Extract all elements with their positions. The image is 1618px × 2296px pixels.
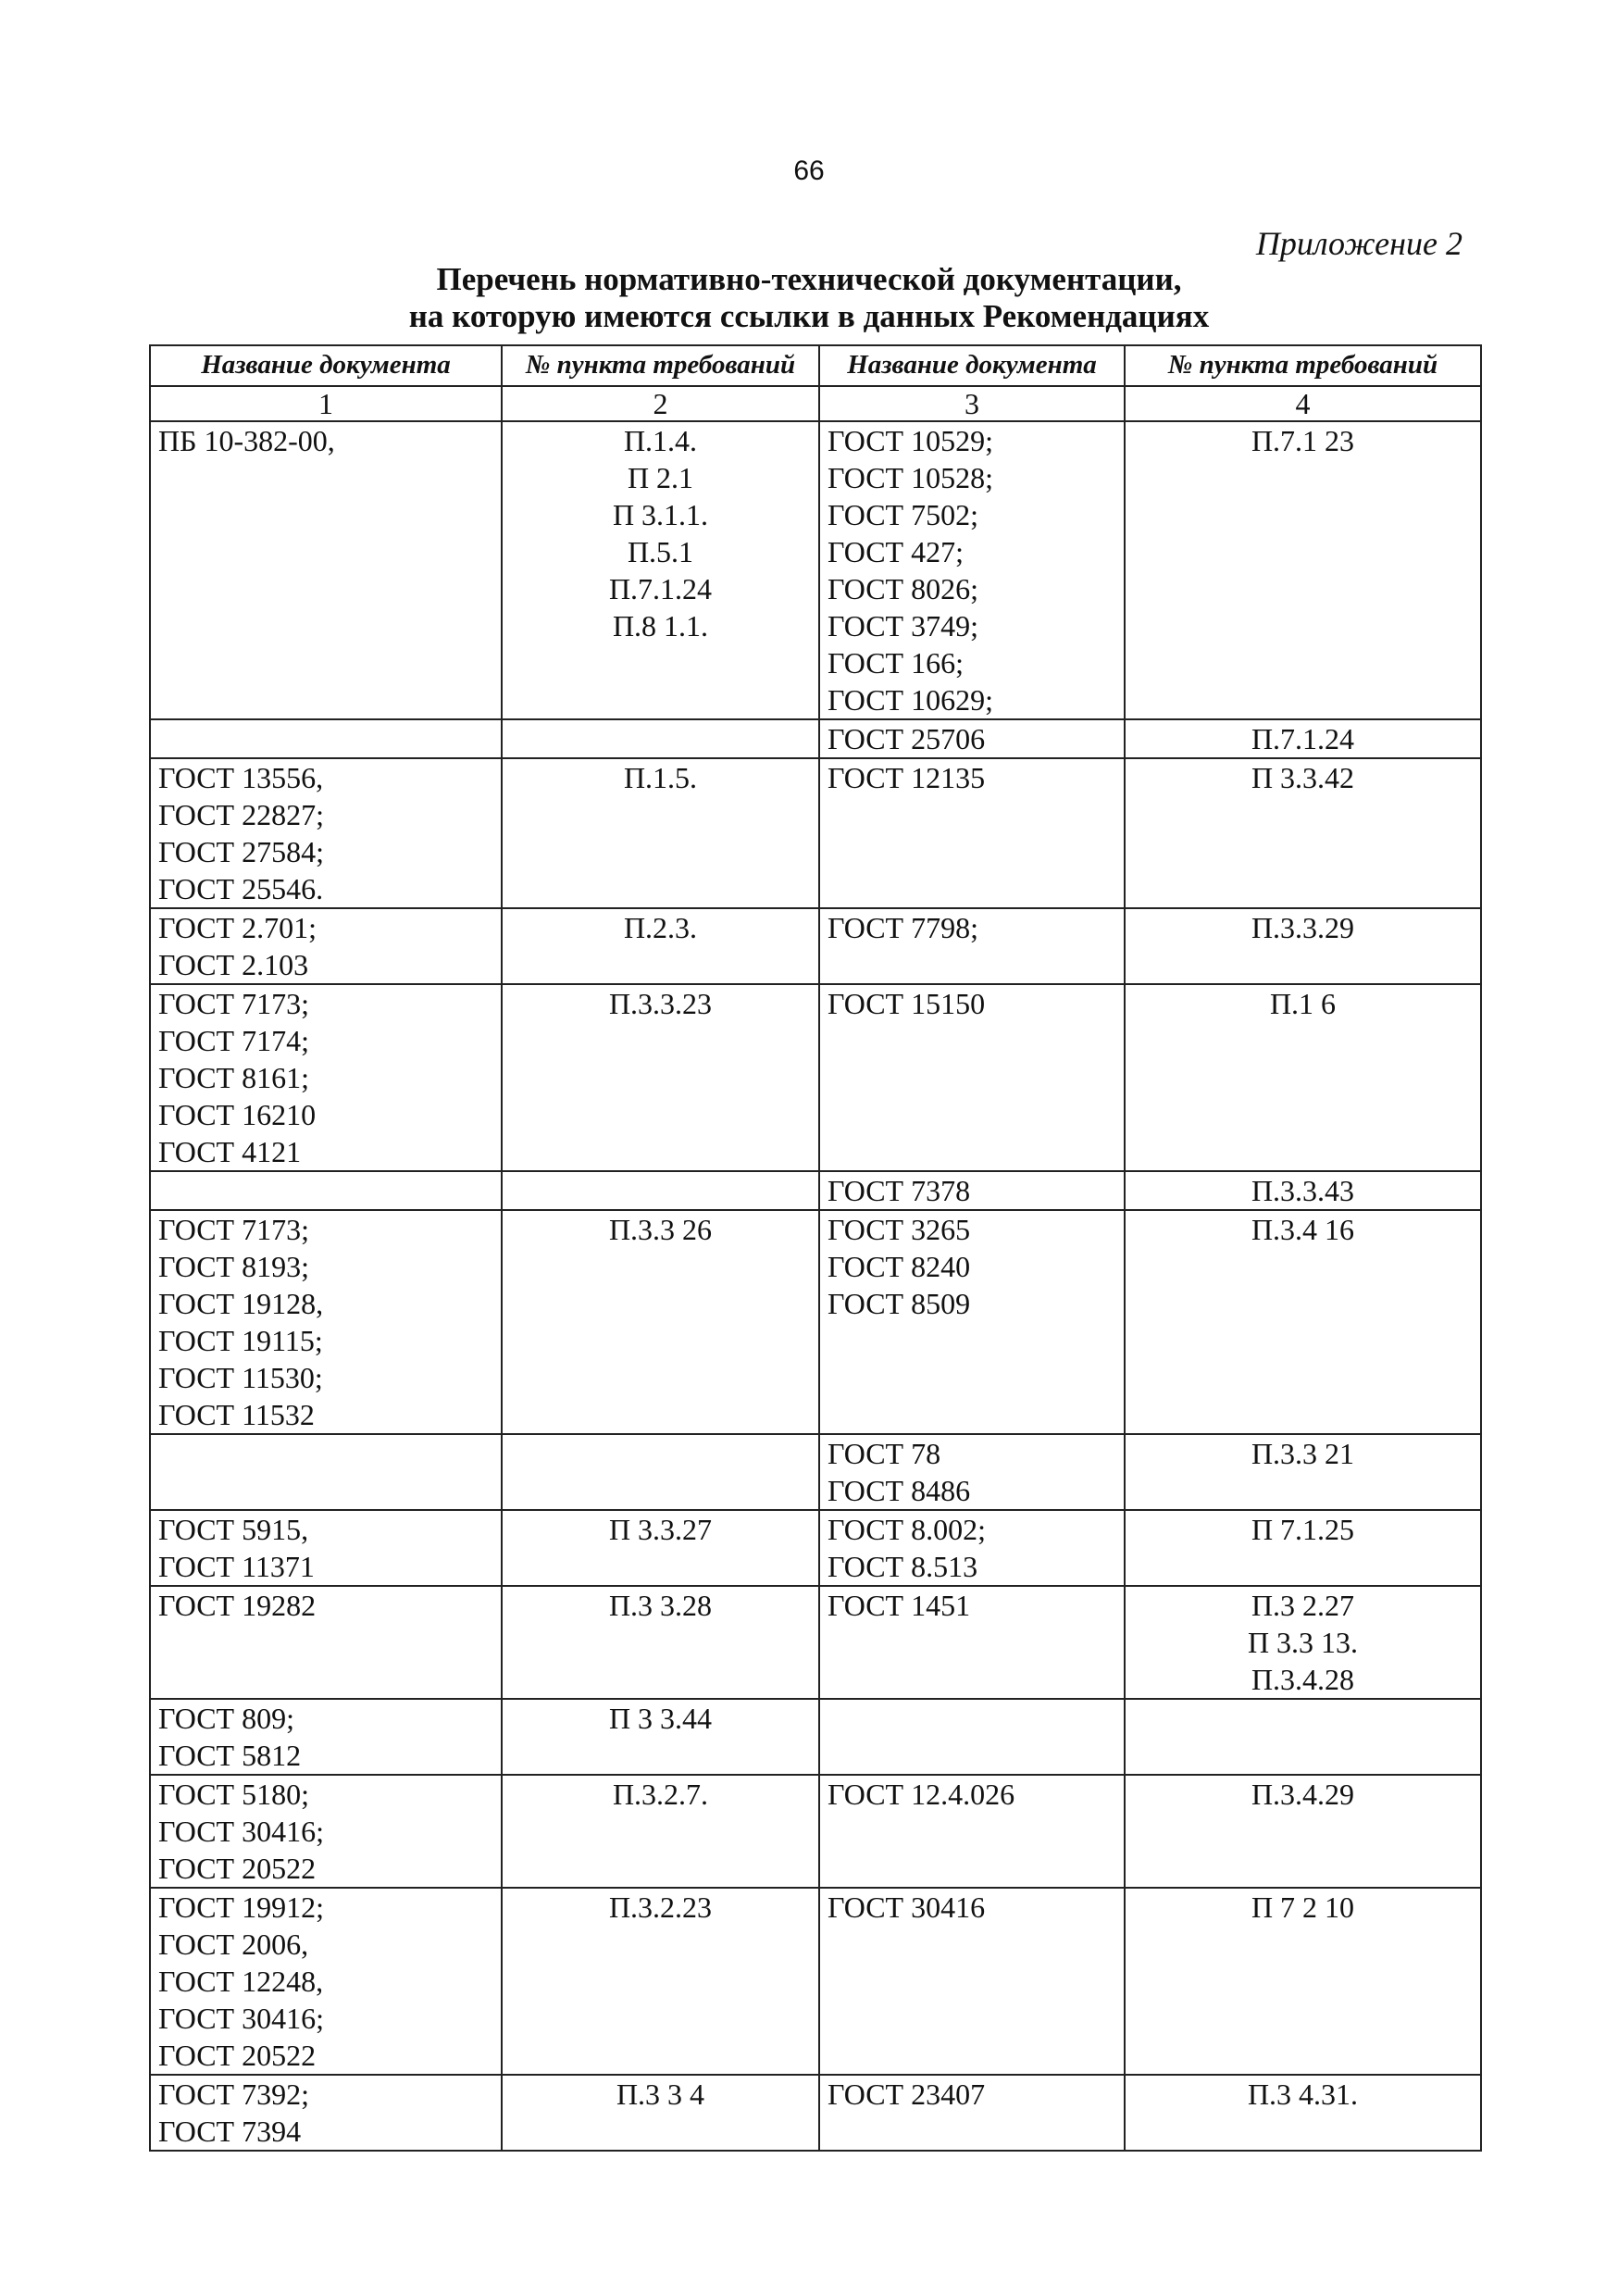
doc-name-cell bbox=[819, 1434, 1125, 1510]
clause-cell bbox=[502, 758, 819, 908]
doc-name-cell bbox=[150, 2075, 502, 2151]
clause-cell bbox=[502, 908, 819, 984]
clause-cell bbox=[502, 2075, 819, 2151]
cell-text: ГОСТ 16210 bbox=[158, 1098, 317, 1131]
appendix-label: Приложение 2 bbox=[1255, 225, 1462, 262]
cell-text: ГОСТ 11371 bbox=[158, 1550, 315, 1583]
doc-name-cell bbox=[150, 1699, 502, 1775]
cell-text: ГОСТ 2006, bbox=[158, 1928, 309, 1961]
cell-text: П.5.1 bbox=[627, 535, 694, 568]
cell-text: ГОСТ 7798; bbox=[828, 911, 978, 944]
cell-text: ГОСТ 809; bbox=[158, 1702, 294, 1735]
cell-text: ГОСТ 8.513 bbox=[828, 1550, 978, 1583]
table-row bbox=[150, 1888, 1481, 2075]
cell-text: ГОСТ 30416; bbox=[158, 2002, 324, 2035]
cell-text: ГОСТ 1451 bbox=[828, 1589, 971, 1622]
title-line-2: на которую имеются ссылки в данных Рекомендациях bbox=[408, 298, 1210, 334]
cell-text: П.3 3.28 bbox=[608, 1589, 713, 1622]
clause-cell bbox=[502, 1699, 819, 1775]
clause-cell bbox=[502, 1434, 819, 1510]
doc-name-cell bbox=[819, 1888, 1125, 2075]
cell-text: ГОСТ 5915, bbox=[158, 1513, 309, 1546]
doc-name-cell bbox=[150, 908, 502, 984]
header-doc-name-2: Название документа bbox=[819, 345, 1125, 386]
doc-name-cell bbox=[819, 758, 1125, 908]
cell-text: П.3.4.29 bbox=[1251, 1778, 1355, 1811]
clause-cell bbox=[502, 984, 819, 1171]
table-row bbox=[150, 1699, 1481, 1775]
cell-text: П.1.4. bbox=[623, 424, 698, 457]
cell-text: ГОСТ 19115; bbox=[158, 1324, 323, 1357]
clause-cell bbox=[1125, 1171, 1481, 1210]
cell-text: П 3.1.1. bbox=[612, 498, 709, 531]
cell-text: П 3.3.27 bbox=[608, 1513, 713, 1546]
table-row bbox=[150, 984, 1481, 1171]
cell-text: ГОСТ 19912; bbox=[158, 1890, 324, 1924]
cell-text: ГОСТ 2.701; bbox=[158, 911, 317, 944]
clause-cell bbox=[1125, 2075, 1481, 2151]
table-row bbox=[150, 1510, 1481, 1586]
doc-name-cell bbox=[150, 1775, 502, 1888]
doc-name-cell bbox=[819, 1775, 1125, 1888]
header-doc-name-1: Название документа bbox=[150, 345, 502, 386]
cell-text: ПБ 10-382-00, bbox=[158, 424, 335, 457]
cell-text: П.7.1.24 bbox=[608, 572, 713, 605]
column-number: 2 bbox=[502, 386, 819, 421]
cell-text: ГОСТ 7394 bbox=[158, 2115, 302, 2148]
clause-cell bbox=[1125, 1210, 1481, 1434]
cell-text: ГОСТ 7174; bbox=[158, 1024, 309, 1057]
doc-name-cell bbox=[819, 2075, 1125, 2151]
cell-text: ГОСТ 7378 bbox=[828, 1174, 971, 1207]
clause-cell bbox=[1125, 758, 1481, 908]
clause-cell bbox=[1125, 421, 1481, 719]
cell-text: ГОСТ 8026; bbox=[828, 572, 978, 605]
table-row bbox=[150, 1775, 1481, 1888]
page-number: 66 bbox=[793, 156, 825, 186]
doc-name-cell bbox=[150, 1210, 502, 1434]
cell-text: ГОСТ 11532 bbox=[158, 1398, 315, 1431]
cell-text: ГОСТ 22827; bbox=[158, 798, 324, 831]
table-row bbox=[150, 719, 1481, 758]
cell-text: ГОСТ 5812 bbox=[158, 1739, 302, 1772]
cell-text: П.8 1.1. bbox=[612, 609, 709, 643]
table-row bbox=[150, 1171, 1481, 1210]
cell-text: ГОСТ 12135 bbox=[828, 761, 986, 794]
cell-text: ГОСТ 7392; bbox=[158, 2078, 309, 2111]
title-line-1: Перечень нормативно-технической документации, bbox=[436, 261, 1182, 297]
cell-text: П.7.1 23 bbox=[1251, 424, 1355, 457]
cell-text: ГОСТ 20522 bbox=[158, 1852, 317, 1885]
cell-text: ГОСТ 10528; bbox=[828, 461, 993, 494]
header-clause-2: № пункта требований bbox=[1125, 345, 1481, 386]
clause-cell bbox=[1125, 1775, 1481, 1888]
page-title bbox=[0, 261, 1618, 335]
cell-text: ГОСТ 27584; bbox=[158, 835, 324, 868]
doc-name-cell bbox=[819, 1510, 1125, 1586]
doc-name-cell bbox=[150, 1171, 502, 1210]
cell-text: ГОСТ 2.103 bbox=[158, 948, 309, 981]
cell-text: ГОСТ 8.002; bbox=[828, 1513, 986, 1546]
table-row bbox=[150, 2075, 1481, 2151]
doc-name-cell bbox=[819, 719, 1125, 758]
header-clause-1: № пункта требований bbox=[502, 345, 819, 386]
cell-text: ГОСТ 427; bbox=[828, 535, 964, 568]
cell-text: П 2.1 bbox=[627, 461, 694, 494]
cell-text: ГОСТ 30416 bbox=[828, 1890, 986, 1924]
cell-text: ГОСТ 19282 bbox=[158, 1589, 317, 1622]
cell-text: П.3 3 4 bbox=[616, 2078, 705, 2111]
table-row bbox=[150, 1210, 1481, 1434]
cell-text: ГОСТ 8240 bbox=[828, 1250, 971, 1283]
doc-name-cell bbox=[150, 421, 502, 719]
table-row bbox=[150, 758, 1481, 908]
clause-cell bbox=[1125, 1888, 1481, 2075]
clause-cell bbox=[502, 1510, 819, 1586]
table-row bbox=[150, 908, 1481, 984]
cell-text: ГОСТ 19128, bbox=[158, 1287, 324, 1320]
doc-name-cell bbox=[150, 1888, 502, 2075]
doc-name-cell bbox=[150, 984, 502, 1171]
cell-text: П.1 6 bbox=[1269, 987, 1337, 1020]
cell-text: ГОСТ 3265 bbox=[828, 1213, 971, 1246]
clause-cell bbox=[1125, 719, 1481, 758]
clause-cell bbox=[502, 1210, 819, 1434]
doc-name-cell bbox=[150, 1586, 502, 1699]
table-header-row bbox=[150, 345, 1481, 386]
cell-text: ГОСТ 8161; bbox=[158, 1061, 309, 1094]
cell-text: ГОСТ 13556, bbox=[158, 761, 324, 794]
cell-text: ГОСТ 12.4.026 bbox=[828, 1778, 1015, 1811]
column-number-row bbox=[150, 386, 1481, 421]
cell-text: ГОСТ 3749; bbox=[828, 609, 978, 643]
cell-text: ГОСТ 7173; bbox=[158, 987, 309, 1020]
cell-text: ГОСТ 15150 bbox=[828, 987, 986, 1020]
column-number: 3 bbox=[819, 386, 1125, 421]
clause-cell bbox=[1125, 984, 1481, 1171]
column-number: 1 bbox=[150, 386, 502, 421]
cell-text: ГОСТ 166; bbox=[828, 646, 964, 680]
table-row bbox=[150, 1586, 1481, 1699]
clause-cell bbox=[1125, 908, 1481, 984]
clause-cell bbox=[502, 1586, 819, 1699]
table-row bbox=[150, 421, 1481, 719]
doc-name-cell bbox=[819, 908, 1125, 984]
doc-name-cell bbox=[150, 1510, 502, 1586]
cell-text: П.3.3.29 bbox=[1251, 911, 1355, 944]
cell-text: ГОСТ 11530; bbox=[158, 1361, 323, 1394]
doc-name-cell bbox=[819, 984, 1125, 1171]
doc-name-cell bbox=[150, 1434, 502, 1510]
cell-text: ГОСТ 20522 bbox=[158, 2039, 317, 2072]
doc-name-cell bbox=[819, 1586, 1125, 1699]
doc-name-cell bbox=[819, 1210, 1125, 1434]
cell-text: ГОСТ 8486 bbox=[828, 1474, 971, 1507]
doc-name-cell bbox=[150, 719, 502, 758]
cell-text: ГОСТ 25706 bbox=[828, 722, 986, 755]
cell-text: ГОСТ 5180; bbox=[158, 1778, 309, 1811]
cell-text: П.3.3 21 bbox=[1251, 1437, 1355, 1470]
cell-text: П.3.3 26 bbox=[608, 1213, 713, 1246]
cell-text: П.3.2.7. bbox=[612, 1778, 709, 1811]
cell-text: ГОСТ 10629; bbox=[828, 683, 993, 717]
documents-table bbox=[149, 344, 1482, 2152]
cell-text: П.3 2.27 bbox=[1251, 1589, 1355, 1622]
column-number: 4 bbox=[1125, 386, 1481, 421]
cell-text: П.3.3.43 bbox=[1251, 1174, 1355, 1207]
clause-cell bbox=[1125, 1510, 1481, 1586]
cell-text: ГОСТ 78 bbox=[828, 1437, 941, 1470]
cell-text: П.3 4.31. bbox=[1247, 2078, 1359, 2111]
cell-text: П.3.3.23 bbox=[608, 987, 713, 1020]
cell-text: ГОСТ 10529; bbox=[828, 424, 993, 457]
cell-text: ГОСТ 25546. bbox=[158, 872, 324, 905]
cell-text: П.3.4 16 bbox=[1251, 1213, 1355, 1246]
cell-text: П.7.1.24 bbox=[1251, 722, 1355, 755]
clause-cell bbox=[502, 1775, 819, 1888]
cell-text: П.2.3. bbox=[623, 911, 698, 944]
clause-cell bbox=[502, 1888, 819, 2075]
doc-name-cell bbox=[819, 1699, 1125, 1775]
cell-text: ГОСТ 8193; bbox=[158, 1250, 309, 1283]
cell-text: П.3.2.23 bbox=[608, 1890, 713, 1924]
clause-cell bbox=[1125, 1434, 1481, 1510]
doc-name-cell bbox=[819, 421, 1125, 719]
cell-text: П 3.3.42 bbox=[1251, 761, 1355, 794]
table-body bbox=[150, 421, 1481, 2151]
cell-text: ГОСТ 8509 bbox=[828, 1287, 971, 1320]
cell-text: ГОСТ 7502; bbox=[828, 498, 978, 531]
clause-cell bbox=[1125, 1586, 1481, 1699]
cell-text: П 3 3.44 bbox=[608, 1702, 713, 1735]
cell-text: П.1.5. bbox=[623, 761, 698, 794]
cell-text: П 3.3 13. bbox=[1247, 1626, 1359, 1659]
cell-text: ГОСТ 12248, bbox=[158, 1965, 324, 1998]
cell-text: ГОСТ 23407 bbox=[828, 2078, 986, 2111]
cell-text: П 7.1.25 bbox=[1251, 1513, 1355, 1546]
clause-cell bbox=[502, 719, 819, 758]
clause-cell bbox=[502, 1171, 819, 1210]
clause-cell bbox=[502, 421, 819, 719]
cell-text: ГОСТ 4121 bbox=[158, 1135, 302, 1168]
clause-cell bbox=[1125, 1699, 1481, 1775]
cell-text: ГОСТ 7173; bbox=[158, 1213, 309, 1246]
doc-name-cell bbox=[819, 1171, 1125, 1210]
doc-name-cell bbox=[150, 758, 502, 908]
cell-text: П.3.4.28 bbox=[1251, 1663, 1355, 1696]
table-row bbox=[150, 1434, 1481, 1510]
cell-text: ГОСТ 30416; bbox=[158, 1815, 324, 1848]
cell-text: П 7 2 10 bbox=[1251, 1890, 1355, 1924]
